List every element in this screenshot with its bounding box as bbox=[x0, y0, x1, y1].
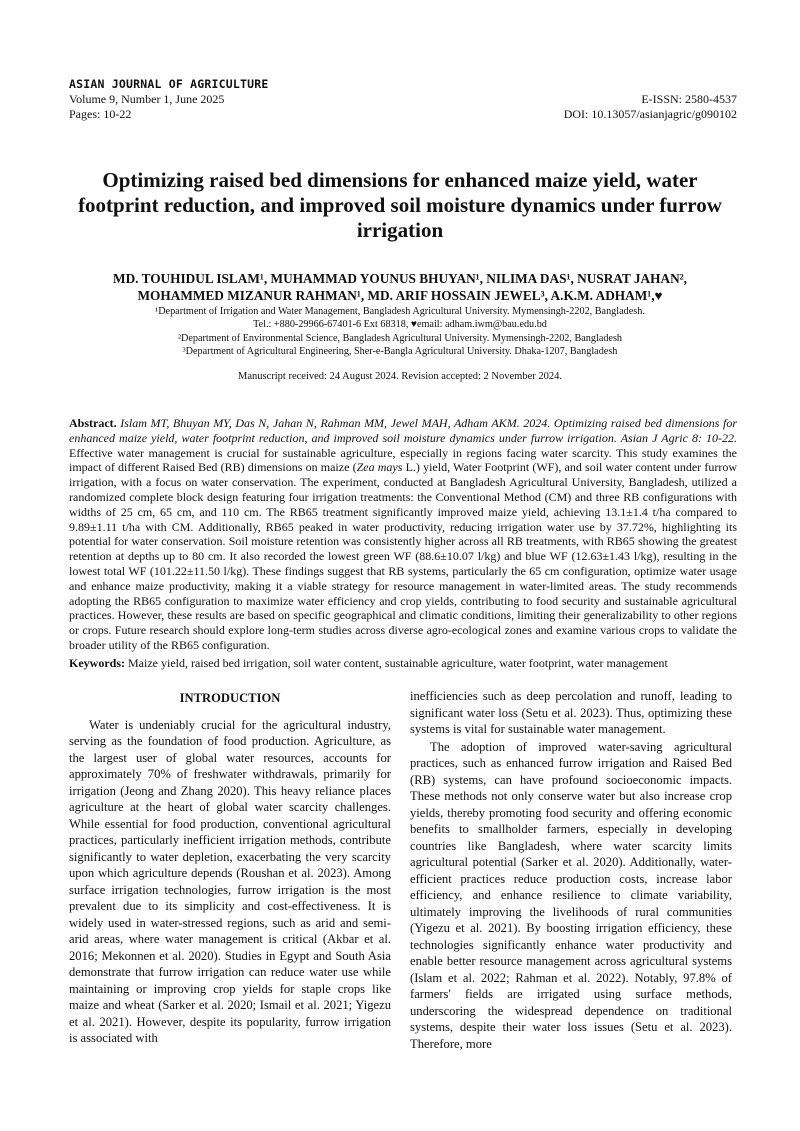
authors-line-2: MOHAMMED MIZANUR RAHMAN¹, MD. ARIF HOSSAIN JEWEL³, A.K.M. ADHAM¹,♥ bbox=[137, 288, 663, 303]
abstract-text-2: L.) yield, Water Footprint (WF), and soil water content under furrow irrigation, with a focus on water conservation. The experiment, conducted at Bangladesh Agricultural University, Bangladesh, utilized a randomized complete block design featuring four irrigation treatments: the Conventional Method (CM) and three RB configurations with widths of 25 cm, 65 cm, and 110 cm. The RB65 treatment significantly improved maize yield, achieving 13.1±1.4 t/ha compared to 9.89±1.11 t/ha with CM. Additionally, RB65 peaked in water productivity, reducing irrigation water use by 37.72%, highlighting its potential for water conservation. Soil moisture retention was consistently higher across all RB treatments, with RB65 showing the greatest retention at depths up to 80 cm. It also recorded the lowest green WF (88.6±10.07 l/kg) and blue WF (12.63±1.43 l/kg), resulting in the lowest total WF (101.22±11.50 l/kg). These findings suggest that RB systems, particularly the 65 cm configuration, optimize water usage and enhance maize productivity, making it a viable strategy for resource management in water-limited areas. The study recommends adopting the RB65 configuration to maximize water efficiency and crop yields, contributing to food security and sustainable agricultural practices. However, these results are based on specific geographical and climatic conditions, limiting their generalizability to other regions or crops. Future research should explore long-term studies across diverse agro-ecological zones and examine various crops to validate the broader utility of the RB65 configuration. bbox=[69, 460, 738, 652]
paper-title: Optimizing raised bed dimensions for enhanced maize yield, water footprint reduction, and improved soil moisture dynamics under furrow irrigation bbox=[78, 168, 722, 242]
intro-paragraph-1: Water is undeniably crucial for the agricultural industry, serving as the foundation of food production. Agriculture, as the largest user of global water resources, accounts for approximately 70% of freshwater withdrawals, primarily for irrigation (Jeong and Zhang 2020). This heavy reliance places agriculture at the heart of global water scarcity challenges. While essential for food production, conventional agricultural practices, particularly inefficient irrigation methods, contribute significantly to water depletion, exacerbating the very scarcity upon which agriculture depends (Roushan et al. 2023). Among surface irrigation technologies, furrow irrigation is the most prevalent due to its simplicity and cost-effectiveness. It is widely used in water-stressed regions, such as arid and semi-arid areas, where water management is critical (Akbar et al. 2016; Mekonnen et al. 2020). Studies in Egypt and South Asia demonstrate that furrow irrigation can reduce water use while maintaining or improving crop yields for staple crops like maize and wheat (Sarker et al. 2020; Ismail et al. 2021; Yigezu et al. 2021). However, despite its popularity, furrow irrigation is associated with bbox=[69, 717, 391, 1045]
left-column bbox=[69, 688, 391, 1047]
section-heading-introduction: INTRODUCTION bbox=[179, 691, 281, 705]
eissn: E-ISSN: 2580-4537 bbox=[641, 92, 737, 106]
abstract bbox=[69, 416, 737, 653]
abstract-citation: Islam MT, Bhuyan MY, Das N, Jahan N, Rahman MM, Jewel MAH, Adham AKM. 2024. Optimizing raised bed dimensions for enhanced maize yield, water footprint reduction, and improved soil moisture dynamics under furrow irrigation. Asian J Agric 8: 10-22. bbox=[69, 416, 737, 445]
journal-header bbox=[69, 77, 737, 122]
intro-continuation: inefficiencies such as deep percolation and runoff, leading to significant water loss (Setu et al. 2023). Thus, optimizing these systems is vital for sustainable water management. bbox=[410, 689, 732, 736]
abstract-text-1: Effective water management is crucial for sustainable agriculture, especially in regions facing water scarcity. This study examines the impact of different Raised Bed (RB) dimensions on maize ( bbox=[69, 445, 737, 475]
pages-line: Pages: 10-22 bbox=[69, 107, 132, 121]
right-column bbox=[410, 688, 732, 1052]
keywords-text: Maize yield, raised bed irrigation, soil water content, sustainable agriculture, water footprint, water management bbox=[128, 656, 668, 670]
affiliation-2: ²Department of Environmental Science, Bangladesh Agricultural University. Mymensingh-2202, Bangladesh bbox=[177, 332, 623, 344]
authors-line-1: MD. TOUHIDUL ISLAM¹, MUHAMMAD YOUNUS BHUYAN¹, NILIMA DAS¹, NUSRAT JAHAN², bbox=[113, 271, 687, 286]
affiliation-3: ³Department of Agricultural Engineering, Sher-e-Bangla Agricultural University. Dhaka-1207, Bangladesh bbox=[182, 345, 618, 357]
species-name: Zea mays bbox=[356, 460, 403, 475]
affiliations bbox=[60, 305, 740, 358]
header-row-1 bbox=[69, 92, 737, 107]
doi: DOI: 10.13057/asianjagric/g090102 bbox=[563, 107, 737, 121]
abstract-label: Abstract. bbox=[69, 416, 117, 430]
volume-line: Volume 9, Number 1, June 2025 bbox=[69, 92, 225, 106]
intro-paragraph-2: The adoption of improved water-saving agricultural practices, such as enhanced furrow irrigation and Raised Bed (RB) systems, can have profound socioeconomic impacts. These methods not only conserve water but also increase crop yields, thereby promoting food security and offering economic benefits to smallholder farmers, especially in developing countries like Bangladesh, where water scarcity limits agricultural potential (Sarker et al. 2020). Additionally, water-efficient practices reduce production costs, increase labor efficiency, and enhance resilience to climate variability, ultimately improving the livelihoods of rural communities (Yigezu et al. 2021). By boosting irrigation efficiency, these technologies significantly enhance water productivity and enable better resource management across agricultural systems (Islam et al. 2022; Rahman et al. 2022). Notably, 97.8% of farmers' fields are irrigated using surface methods, underscoring the widespread dependence on traditional systems, despite their water loss issues (Setu et al. 2023). Therefore, more bbox=[410, 739, 732, 1051]
author-list bbox=[60, 270, 740, 304]
journal-name: ASIAN JOURNAL OF AGRICULTURE bbox=[69, 77, 269, 91]
header-row-2 bbox=[69, 107, 737, 122]
manuscript-received: Manuscript received: 24 August 2024. Revision accepted: 2 November 2024. bbox=[238, 371, 562, 382]
affiliation-1: ¹Department of Irrigation and Water Management, Bangladesh Agricultural University. Mymensingh-2202, Bangladesh. bbox=[155, 306, 645, 317]
keywords bbox=[69, 656, 737, 671]
contact-line: Tel.: +880-29966-67401-6 Ext 68318, ♥email: adham.iwm@bau.edu.bd bbox=[253, 319, 547, 331]
keywords-label: Keywords: bbox=[69, 656, 125, 670]
